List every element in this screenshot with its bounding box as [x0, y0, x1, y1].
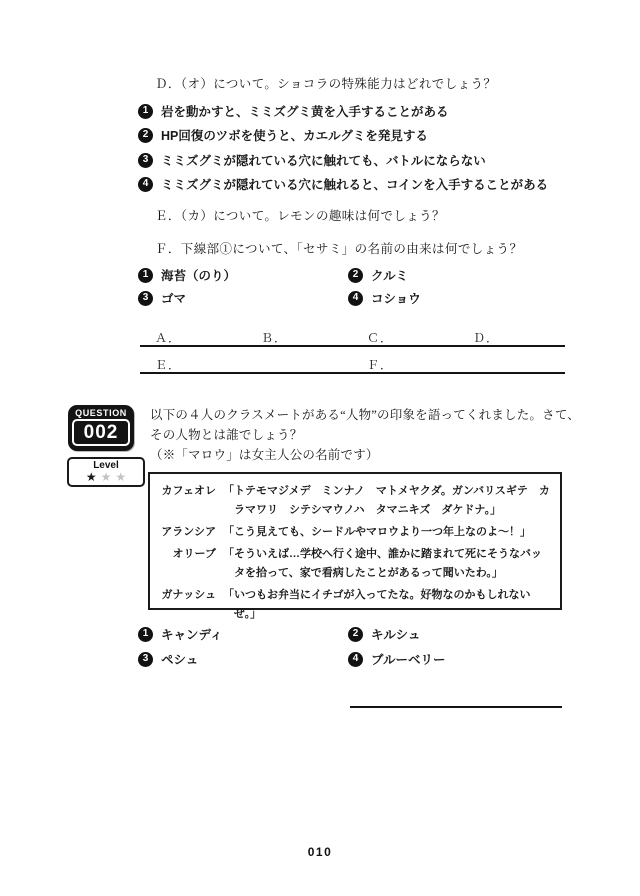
speaker-name: カフェオレ — [161, 485, 216, 497]
question-badge-number: 002 — [72, 419, 130, 446]
option-label: キャンディ — [161, 628, 223, 642]
option-label: 岩を動かすと、ミミズグミ黄を入手することがある — [161, 105, 449, 119]
option-row-f2 — [348, 267, 408, 283]
option-number-badge: 2 — [138, 128, 153, 143]
section-e-heading: Ｅ．（カ）について。レモンの趣味は何でしょう？ — [155, 209, 445, 223]
answer-label-b: Ｂ． — [261, 331, 288, 345]
option-row-q2-3 — [138, 651, 198, 667]
level-label: Level — [93, 460, 119, 471]
option-label: キルシュ — [371, 628, 421, 642]
answer-label-f: Ｆ． — [367, 358, 394, 372]
speech-text: 「こう見えても、シードルやマロウより一つ年上なのよ～！」 — [223, 526, 531, 538]
answer-line-ef — [140, 356, 565, 374]
option-label: コショウ — [371, 292, 421, 306]
option-number-badge: 4 — [348, 652, 363, 667]
speaker-name: アランシア — [161, 526, 216, 538]
dialogue-row — [158, 545, 551, 583]
option-number-badge: 3 — [138, 291, 153, 306]
option-row-f1 — [138, 267, 236, 283]
level-stars — [69, 471, 143, 483]
option-number-badge: 1 — [138, 627, 153, 642]
question2-prompt-line: 以下の４人のクラスメートがある“人物”の印象を語ってくれました。さて、 — [150, 408, 580, 422]
star-icon: ★ — [115, 470, 131, 484]
option-number-badge: 2 — [348, 627, 363, 642]
star-icon: ★ — [85, 470, 101, 484]
option-label: ゴマ — [161, 292, 187, 306]
speech-text: 「いつもお弁当にイチゴが入ってたな。好物なのかもしれないぜ。」 — [223, 589, 531, 620]
option-row-d3 — [138, 152, 486, 168]
option-row-f4 — [348, 290, 421, 306]
dialogue-row — [158, 523, 551, 542]
question2-prompt-line: その人物とは誰でしょう？ — [150, 428, 303, 442]
option-row-d4 — [138, 176, 548, 192]
speaker-name: ガナッシュ — [161, 589, 216, 601]
section-f-heading: Ｆ．下線部①について、「セサミ」の名前の由来は何でしょう？ — [155, 242, 523, 256]
dialogue-row — [158, 586, 551, 624]
option-number-badge: 1 — [138, 104, 153, 119]
option-row-q2-1 — [138, 626, 223, 642]
option-row-d2 — [138, 127, 428, 143]
option-row-q2-4 — [348, 651, 446, 667]
option-label: ミミズグミが隠れている穴に触れると、コインを入手することがある — [161, 178, 549, 192]
option-label: HP回復のツボを使うと、カエルグミを発見する — [161, 129, 428, 143]
option-label: ペシュ — [161, 653, 199, 667]
option-number-badge: 3 — [138, 652, 153, 667]
level-box — [67, 457, 145, 487]
question-number-badge — [68, 405, 134, 451]
answer-line-abcd — [140, 329, 565, 347]
speech-text: 「トテモマジメデ ミンナノ マトメヤクダ。ガンバリスギテ カラマワリ シテシマウノハ タマニキズ ダケドナ。」 — [223, 485, 550, 516]
option-number-badge: 3 — [138, 153, 153, 168]
option-label: 海苔（のり） — [161, 269, 237, 283]
option-row-f3 — [138, 290, 186, 306]
option-row-q2-2 — [348, 626, 420, 642]
answer-label-c: Ｃ． — [367, 331, 394, 345]
page-number: 010 — [307, 845, 333, 859]
answer-line-q2 — [350, 690, 562, 708]
option-label: ブルーベリー — [371, 653, 446, 667]
question2-prompt-note: （※「マロウ」は女主人公の名前です） — [150, 448, 379, 462]
star-icon: ★ — [100, 470, 116, 484]
answer-label-e: Ｅ． — [155, 358, 182, 372]
answer-label-a: Ａ． — [155, 331, 182, 345]
option-row-d1 — [138, 103, 449, 119]
option-number-badge: 4 — [348, 291, 363, 306]
question-badge-title: QUESTION — [75, 408, 127, 418]
speaker-name: オリーブ — [172, 548, 216, 560]
option-number-badge: 2 — [348, 268, 363, 283]
section-d-heading: Ｄ．（オ）について。ショコラの特殊能力はどれでしょう？ — [155, 77, 497, 91]
option-number-badge: 1 — [138, 268, 153, 283]
speech-text: 「そういえば…学校へ行く途中、誰かに踏まれて死にそうなバッタを拾って、家で看病したことがあるって聞いたわ。」 — [223, 548, 542, 579]
option-label: クルミ — [371, 269, 409, 283]
dialogue-box — [148, 472, 562, 620]
option-number-badge: 4 — [138, 177, 153, 192]
option-label: ミミズグミが隠れている穴に触れても、バトルにならない — [161, 154, 486, 168]
answer-label-d: Ｄ． — [473, 331, 500, 345]
dialogue-row — [158, 482, 551, 520]
